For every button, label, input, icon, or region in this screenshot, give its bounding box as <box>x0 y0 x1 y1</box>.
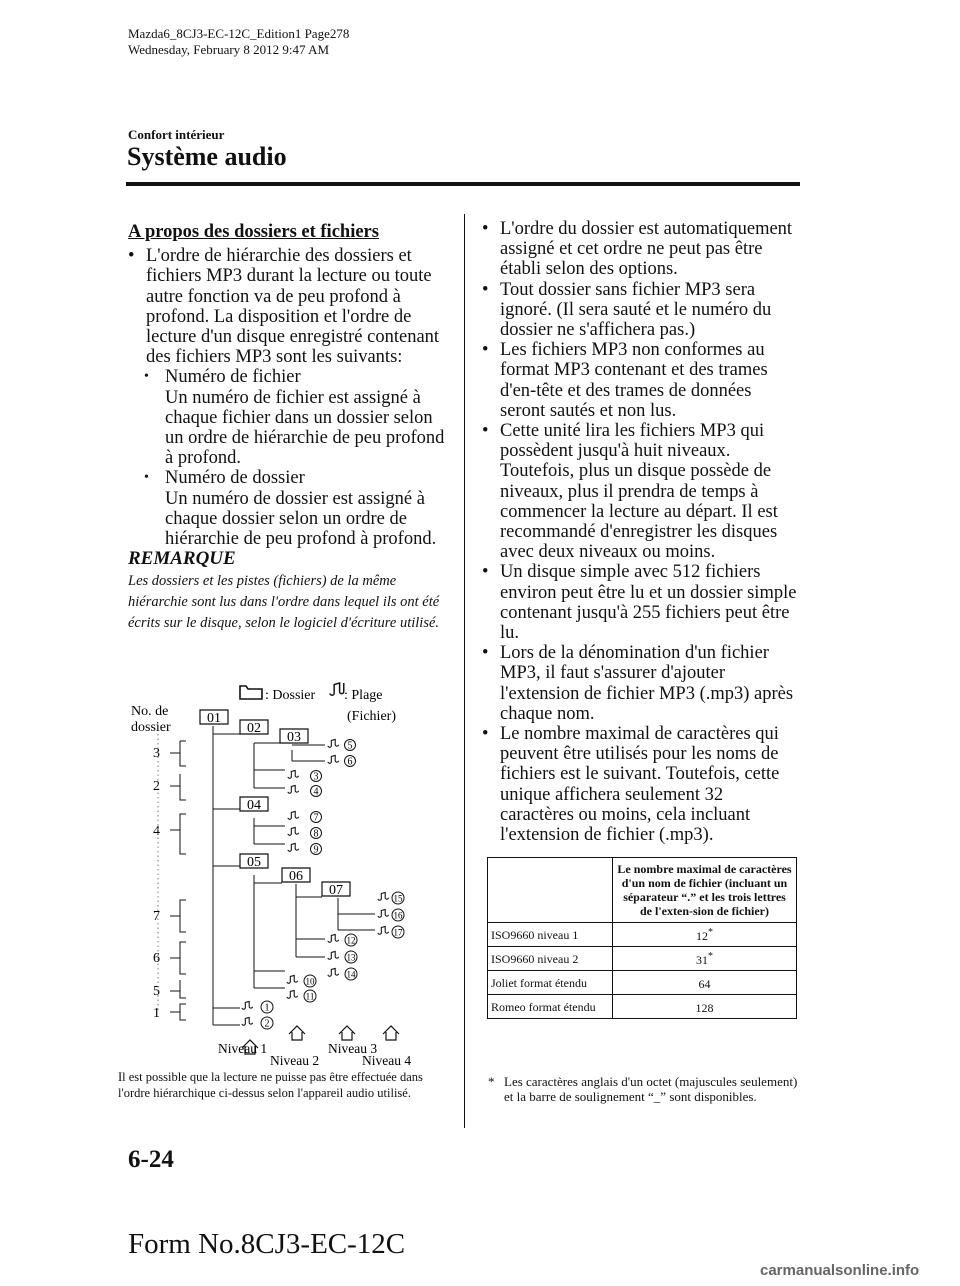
bullet-ignored-folder: • Tout dossier sans fichier MP3 sera ignoré. (Il sera sauté et le numéro du dossier ne s'affichera pas.) <box>482 280 800 341</box>
table-cell-name: Joliet format étendu <box>488 971 613 995</box>
track-16 <box>378 909 404 921</box>
folder-01 <box>200 710 228 726</box>
table-corner <box>488 858 613 923</box>
table-cell-value: 31* <box>613 947 797 971</box>
legend-folder-label: : Dossier <box>265 688 316 703</box>
file-info-line1: Mazda6_8CJ3-EC-12C_Edition1 Page278 <box>128 26 350 41</box>
diagram-caption: Il est possible que la lecture ne puisse pas être effectuée dans l'ordre hiérarchique ci-dessus selon l'appareil audio utilisé. <box>118 1070 423 1100</box>
page-number: 6-24 <box>128 1146 174 1173</box>
bullet-file-count: • Un disque simple avec 512 fichiers environ peut être lu et un dossier simple contenant jusqu'à 255 fichiers peut être lu. <box>482 562 800 643</box>
track-10 <box>287 975 316 987</box>
folder-04 <box>240 797 268 813</box>
track-13 <box>328 951 357 963</box>
bullet-levels: • Cette unité lira les fichiers MP3 qui possèdent jusqu'à huit niveaux. Toutefois, plus un disque possède de niveaux, plus il prendra de temps à commencer la lecture au départ. Il est recommandé d'enregistrer les disques avec deux niveaux ou moins. <box>482 421 800 562</box>
folder-06 <box>282 868 310 884</box>
track-9 <box>288 843 322 855</box>
svg-text:02: 02 <box>247 721 261 736</box>
sub-file-number-text: Un numéro de fichier est assigné à chaque fichier dans un dossier selon un ordre de hiérarchie de peu profond à profond. <box>165 387 445 469</box>
svg-text:04: 04 <box>247 798 261 813</box>
column-divider <box>464 214 465 1128</box>
table-cell-value: 12* <box>613 923 797 947</box>
watermark: carmanualsonline.info <box>760 1262 920 1279</box>
svg-text:12: 12 <box>346 935 356 946</box>
legend-track-label: : Plage <box>344 688 383 703</box>
svg-text:2: 2 <box>264 1018 270 1030</box>
folder-02 <box>240 720 268 736</box>
track-17 <box>378 926 404 938</box>
svg-text:5: 5 <box>347 740 353 752</box>
sub-folder-number-title: Numéro de dossier <box>165 468 305 489</box>
svg-text:07: 07 <box>329 883 343 898</box>
table-header: Le nombre maximal de caractères d'un nom de fichier (incluant un séparateur “.” et les trois lettres de l'exten-sion de fichier) <box>613 858 797 923</box>
bullet-max-chars: • Le nombre maximal de caractères qui peuvent être utilisés pour les noms de fichiers est le suivant. Toutefois, cette unique affichera seulement 32 caractères ou moins, cela incluant l'extension de fichier (.mp3). <box>482 724 800 845</box>
bullet-nonconforming: • Les fichiers MP3 non conformes au format MP3 contenant et des trames d'en-tête et des trames de données seront sautés et non lus. <box>482 340 800 421</box>
section-label: Confort intérieur <box>128 127 225 142</box>
track-12 <box>328 934 357 946</box>
folder-number-4: 4 <box>153 824 160 839</box>
folder-tree-diagram <box>120 678 450 1070</box>
level-4-label: Niveau 4 <box>362 1053 412 1068</box>
page-title: Système audio <box>127 142 287 171</box>
section-heading: A propos des dossiers et fichiers <box>128 222 379 242</box>
table-row <box>488 995 797 1019</box>
svg-text:16: 16 <box>393 910 403 921</box>
track-5 <box>328 739 356 751</box>
remarque-text: Les dossiers et les pistes (fichiers) de la même hiérarchie sont lus dans l'ordre dans lequel ils ont été écrits sur le disque, selon le logiciel d'écriture utilisé. <box>128 573 440 632</box>
folder-05 <box>240 854 268 870</box>
svg-text:9: 9 <box>313 844 319 856</box>
track-3 <box>288 770 322 782</box>
folder-no-label: No. de <box>131 704 169 719</box>
level-1-label: Niveau 1 <box>218 1041 268 1056</box>
svg-text:11: 11 <box>305 991 315 1002</box>
folder-07 <box>322 882 350 898</box>
folder-number-6: 6 <box>153 951 160 966</box>
track-legend-icon <box>330 683 344 695</box>
title-rule <box>126 182 800 186</box>
bullet-hierarchy: • L'ordre de hiérarchie des dossiers et fichiers MP3 durant la lecture ou toute autre fonction va de peu profond à profond. La disposition et l'ordre de lecture d'un disque enregistré contenant des fichiers MP3 sont les suivants: <box>128 246 454 367</box>
folder-no-label2: dossier <box>131 720 171 735</box>
track-1 <box>242 1001 273 1014</box>
sub-folder-number: • Numéro de dossier <box>144 468 305 489</box>
track-4 <box>288 785 322 797</box>
svg-text:05: 05 <box>247 855 261 870</box>
sub-file-number: • Numéro de fichier <box>144 367 301 388</box>
track-11 <box>287 990 316 1002</box>
svg-text:6: 6 <box>347 756 353 768</box>
track-7 <box>288 811 322 823</box>
right-column <box>482 219 800 845</box>
left-column <box>128 222 454 634</box>
sub-folder-number-text: Un numéro de dossier est assigné à chaque dossier selon un ordre de hiérarchie de peu profond à profond. <box>165 488 437 550</box>
level-2-icon <box>289 1026 305 1040</box>
table-footnote <box>488 1074 808 1104</box>
footnote-star: * <box>488 1074 495 1089</box>
track-14 <box>328 968 357 980</box>
svg-text:8: 8 <box>313 828 319 840</box>
svg-text:03: 03 <box>287 730 301 745</box>
folder-legend-icon <box>240 686 262 699</box>
footnote-text: Les caractères anglais d'un octet (majuscules seulement) et la barre de soulignement “_” sont disponibles. <box>504 1074 798 1104</box>
folder-number-2: 2 <box>153 779 160 794</box>
folder-number-5: 5 <box>153 984 160 999</box>
sub-file-number-title: Numéro de fichier <box>165 367 301 388</box>
svg-text:10: 10 <box>305 976 315 987</box>
table-row <box>488 923 797 947</box>
table-cell-name: ISO9660 niveau 1 <box>488 923 613 947</box>
svg-text:1: 1 <box>264 1002 270 1014</box>
track-15 <box>378 892 404 904</box>
table-cell-value: 128 <box>613 995 797 1019</box>
track-8 <box>288 827 322 839</box>
folder-number-3: 3 <box>153 746 160 761</box>
track-2 <box>242 1017 273 1030</box>
remarque-title: REMARQUE <box>128 548 236 570</box>
table-header-row <box>488 858 797 923</box>
bullet-extension: • Lors de la dénomination d'un fichier MP3, il faut s'assurer d'ajouter l'extension de fichier MP3 (.mp3) après chaque nom. <box>482 643 800 724</box>
folder-03 <box>280 729 308 745</box>
track-6 <box>328 755 356 767</box>
svg-text:7: 7 <box>313 812 319 824</box>
svg-text:14: 14 <box>346 969 356 980</box>
table-row <box>488 947 797 971</box>
table-cell-value: 64 <box>613 971 797 995</box>
legend-track-label2: (Fichier) <box>347 709 396 724</box>
file-info-line2: Wednesday, February 8 2012 9:47 AM <box>128 42 330 57</box>
svg-text:01: 01 <box>207 711 221 726</box>
table-cell-name: ISO9660 niveau 2 <box>488 947 613 971</box>
svg-text:15: 15 <box>393 893 403 904</box>
svg-text:3: 3 <box>313 771 319 783</box>
filename-length-table <box>487 857 797 1019</box>
level-2-label: Niveau 2 <box>270 1053 320 1068</box>
svg-text:4: 4 <box>313 786 319 798</box>
svg-text:13: 13 <box>346 952 356 963</box>
level-3-icon <box>339 1026 355 1040</box>
table-cell-name: Romeo format étendu <box>488 995 613 1019</box>
svg-text:17: 17 <box>393 927 403 938</box>
folder-number-7: 7 <box>153 909 160 924</box>
bullet-folder-order: • L'ordre du dossier est automatiquement assigné et cet ordre ne peut pas être établi selon des options. <box>482 219 800 280</box>
folder-number-1: 1 <box>153 1006 160 1021</box>
svg-text:06: 06 <box>289 869 303 884</box>
level-3-label: Niveau 3 <box>328 1041 378 1056</box>
form-number: Form No.8CJ3-EC-12C <box>128 1228 406 1260</box>
level-4-icon <box>383 1026 399 1040</box>
table-row <box>488 971 797 995</box>
